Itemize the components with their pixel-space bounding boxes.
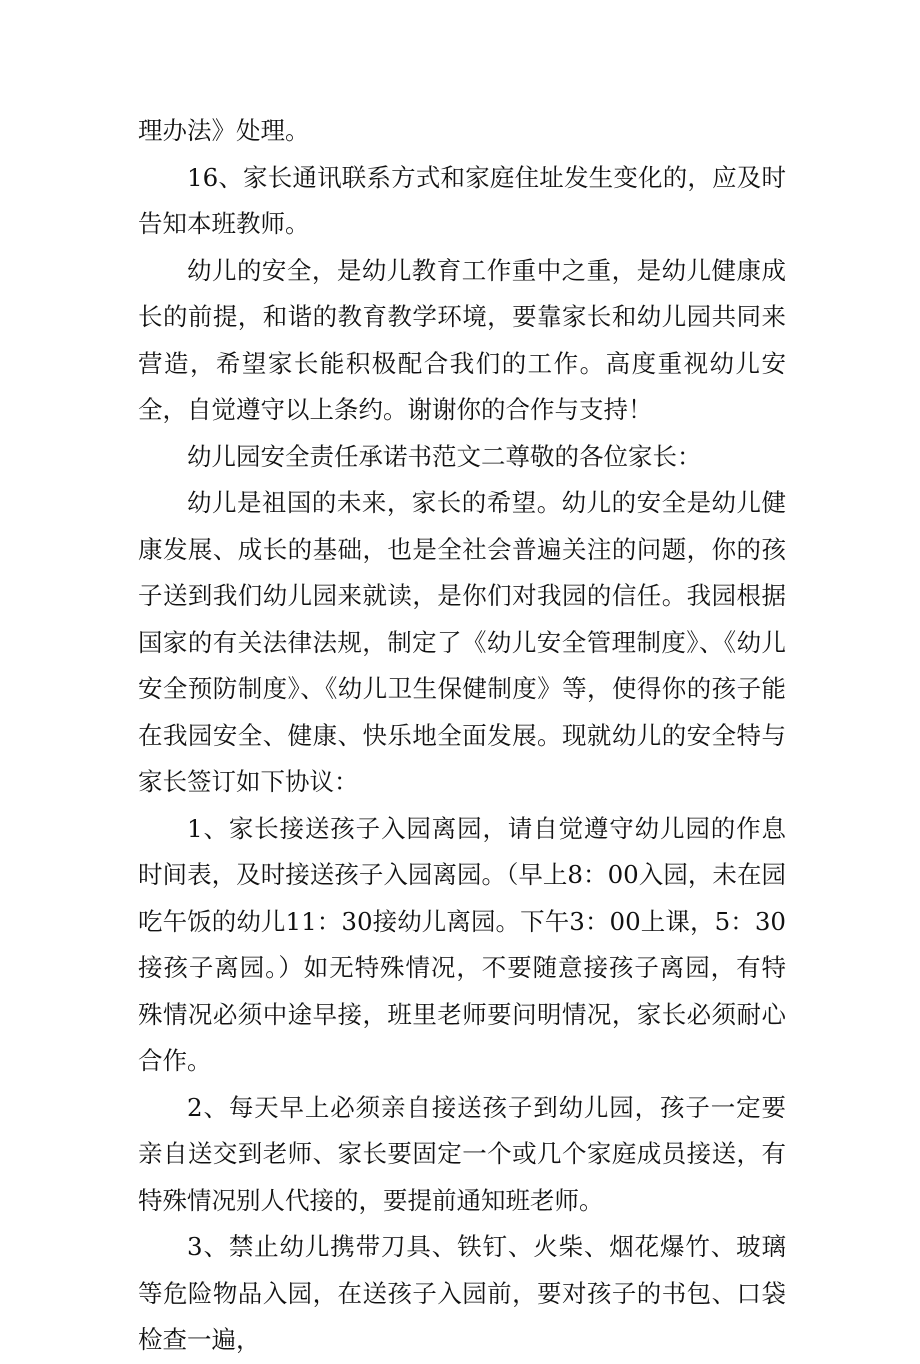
document-body xyxy=(138,108,786,1364)
paragraph-intro: 幼儿是祖国的未来，家长的希望。幼儿的安全是幼儿健康发展、成长的基础，也是全社会普遍关注的问题，你的孩子送到我们幼儿园来就读，是你们对我园的信任。我园根据国家的有关法律法规，制定了《幼儿安全管理制度》、《幼儿安全预防制度》、《幼儿卫生保健制度》等，使得你的孩子能在我园安全、健康、快乐地全面发展。现就幼儿的安全特与家长签订如下协议： xyxy=(138,488,786,796)
paragraph-item-16: 16、家长通讯联系方式和家庭住址发生变化的，应及时告知本班教师。 xyxy=(138,162,786,238)
paragraph-item-1: 1、家长接送孩子入园离园，请自觉遵守幼儿园的作息时间表，及时接送孩子入园离园。（早上8：00入园，未在园吃午饭的幼儿11：30接幼儿离园。下午3：00上课，5：30接孩子离园。）如无特殊情况，不要随意接孩子离园，有特殊情况必须中途早接，班里老师要问明情况，家长必须耐心合作。 xyxy=(138,813,786,1075)
paragraph-continuation: 理办法》处理。 xyxy=(138,116,310,145)
paragraph-item-2: 2、每天早上必须亲自接送孩子到幼儿园，孩子一定要亲自送交到老师、家长要固定一个或几个家庭成员接送，有特殊情况别人代接的，要提前通知班老师。 xyxy=(138,1092,786,1215)
paragraph-heading: 幼儿园安全责任承诺书范文二尊敬的各位家长： xyxy=(187,441,702,471)
paragraph-closing: 幼儿的安全，是幼儿教育工作重中之重，是幼儿健康成长的前提，和谐的教育教学环境，要靠家长和幼儿园共同来营造，希望家长能积极配合我们的工作。高度重视幼儿安全，自觉遵守以上条约。谢谢你的合作与支持！ xyxy=(138,255,786,424)
paragraph-item-3: 3、禁止幼儿携带刀具、铁钉、火柴、烟花爆竹、玻璃等危险物品入园，在送孩子入园前，要对孩子的书包、口袋检查一遍， xyxy=(138,1232,786,1354)
